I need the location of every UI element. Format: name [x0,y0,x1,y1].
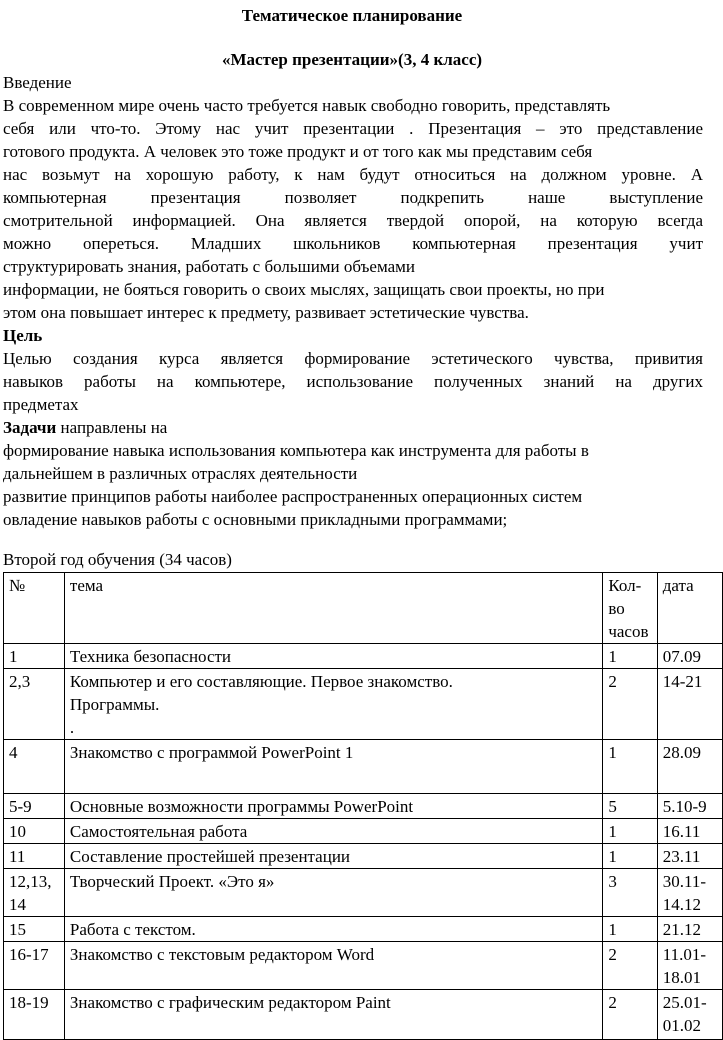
cell-date: 28.09 [657,740,722,794]
cell-topic-line: Компьютер и его составляющие. Первое знакомство. [69,672,453,691]
cell-hours: 3 [603,869,657,917]
intro-line: компьютерная презентация позволяет подкрепить наше выступление [3,188,703,207]
cell-num-line: 12,13, [9,872,52,891]
cell-topic: Основные возможности программы PowerPoint [64,794,602,819]
tasks-line: формирование навыка использования компьютера как инструмента для работы в [3,441,589,460]
cell-num: 18-19 [4,990,65,1040]
goal-line: навыков работы на компьютере, использование полученных знаний на других [3,372,703,391]
cell-topic: Знакомство с программой PowerPoint 1 [64,740,602,794]
goal-line: Целью создания курса является формирование эстетического чувства, привития [3,349,703,368]
cell-date [657,942,722,990]
cell-date-line: 18.01 [662,968,701,987]
table-row [4,990,723,1040]
document-subtitle: «Мастер презентации»(3, 4 класс) [221,50,483,69]
cell-topic: Работа с текстом. [64,917,602,942]
cell-hours: 2 [603,942,657,990]
cell-num: 4 [4,740,65,794]
table-row [4,669,723,740]
cell-topic-line: Программы. [69,695,160,714]
cell-date-line: 01.02 [662,1016,701,1035]
cell-num [4,869,65,917]
cell-topic: Самостоятельная работа [64,819,602,844]
cell-num: 2,3 [4,669,65,740]
cell-hours: 5 [603,794,657,819]
intro-line: можно опереться. Младших школьников компьютерная презентация учит [3,234,703,253]
intro-line: этом она повышает интерес к предмету, развивает эстетические чувства. [3,303,529,322]
body-text [3,71,703,531]
cell-topic: Творческий Проект. «Это я» [64,869,602,917]
cell-date: 21.12 [657,917,722,942]
header-hours-line: часов [608,622,649,641]
intro-line: нас возьмут на хорошую работу, к нам будут относиться на должном уровне. А [3,165,703,184]
table-row [4,869,723,917]
cell-hours: 2 [603,990,657,1040]
intro-line: готового продукта. А человек это тоже продукт и от того как мы представим себя [3,142,593,161]
table-row [4,644,723,669]
cell-date [657,869,722,917]
schedule-table [3,572,723,1040]
cell-topic-line: . [69,718,75,737]
cell-date: 07.09 [657,644,722,669]
table-row [4,917,723,942]
table-row [4,740,723,794]
tasks-heading-line [3,416,703,439]
cell-hours: 1 [603,844,657,869]
cell-hours: 2 [603,669,657,740]
cell-topic [64,669,602,740]
tasks-heading-suffix: направлены на [56,418,168,437]
intro-line: информации, не бояться говорить о своих мыслях, защищать свои проекты, но при [3,280,605,299]
table-row [4,942,723,990]
header-hours [603,573,657,644]
intro-line: себя или что-то. Этому нас учит презентации . Презентация – это представление [3,119,703,138]
header-num: № [4,573,65,644]
header-hours-line: Кол- [608,576,642,595]
cell-topic: Техника безопасности [64,644,602,669]
cell-date: 16.11 [657,819,722,844]
tasks-line: развитие принципов работы наиболее распространенных операционных систем [3,487,583,506]
cell-date [657,990,722,1040]
cell-date-line: 25.01- [662,993,707,1012]
cell-num: 15 [4,917,65,942]
table-header-row [4,573,723,644]
cell-num: 10 [4,819,65,844]
goal-line: предметах [3,395,79,414]
intro-heading: Введение [3,73,72,92]
cell-topic: Знакомство с графическим редактором Paint [64,990,602,1040]
cell-num: 1 [4,644,65,669]
tasks-line: дальнейшем в различных отраслях деятельности [3,464,358,483]
year-label: Второй год обучения (34 часов) [3,550,232,569]
cell-date: 23.11 [657,844,722,869]
table-row [4,794,723,819]
cell-date-line: 11.01- [662,945,706,964]
cell-date: 5.10-9 [657,794,722,819]
tasks-line: овладение навыков работы с основными прикладными программами; [3,510,508,529]
header-hours-line: во [608,599,625,618]
cell-hours: 1 [603,740,657,794]
document-title: Тематическое планирование [241,6,463,25]
intro-line: структурировать знания, работать с большими объемами [3,257,416,276]
header-topic: тема [64,573,602,644]
cell-topic: Знакомство с текстовым редактором Word [64,942,602,990]
cell-num: 5-9 [4,794,65,819]
intro-line: смотрительной информацией. Она является твердой опорой, на которую всегда [3,211,703,230]
cell-num: 11 [4,844,65,869]
cell-date-line: 14.12 [662,895,701,914]
cell-hours: 1 [603,644,657,669]
cell-topic: Составление простейшей презентации [64,844,602,869]
cell-num: 16-17 [4,942,65,990]
cell-date-line: 30.11- [662,872,706,891]
header-date: дата [657,573,722,644]
tasks-heading: Задачи [3,418,57,437]
goal-heading: Цель [3,326,43,345]
cell-num-line: 14 [9,895,26,914]
cell-hours: 1 [603,917,657,942]
table-row [4,844,723,869]
table-row [4,819,723,844]
cell-date: 14-21 [657,669,722,740]
cell-hours: 1 [603,819,657,844]
intro-line: В современном мире очень часто требуется навык свободно говорить, представлять [3,96,611,115]
